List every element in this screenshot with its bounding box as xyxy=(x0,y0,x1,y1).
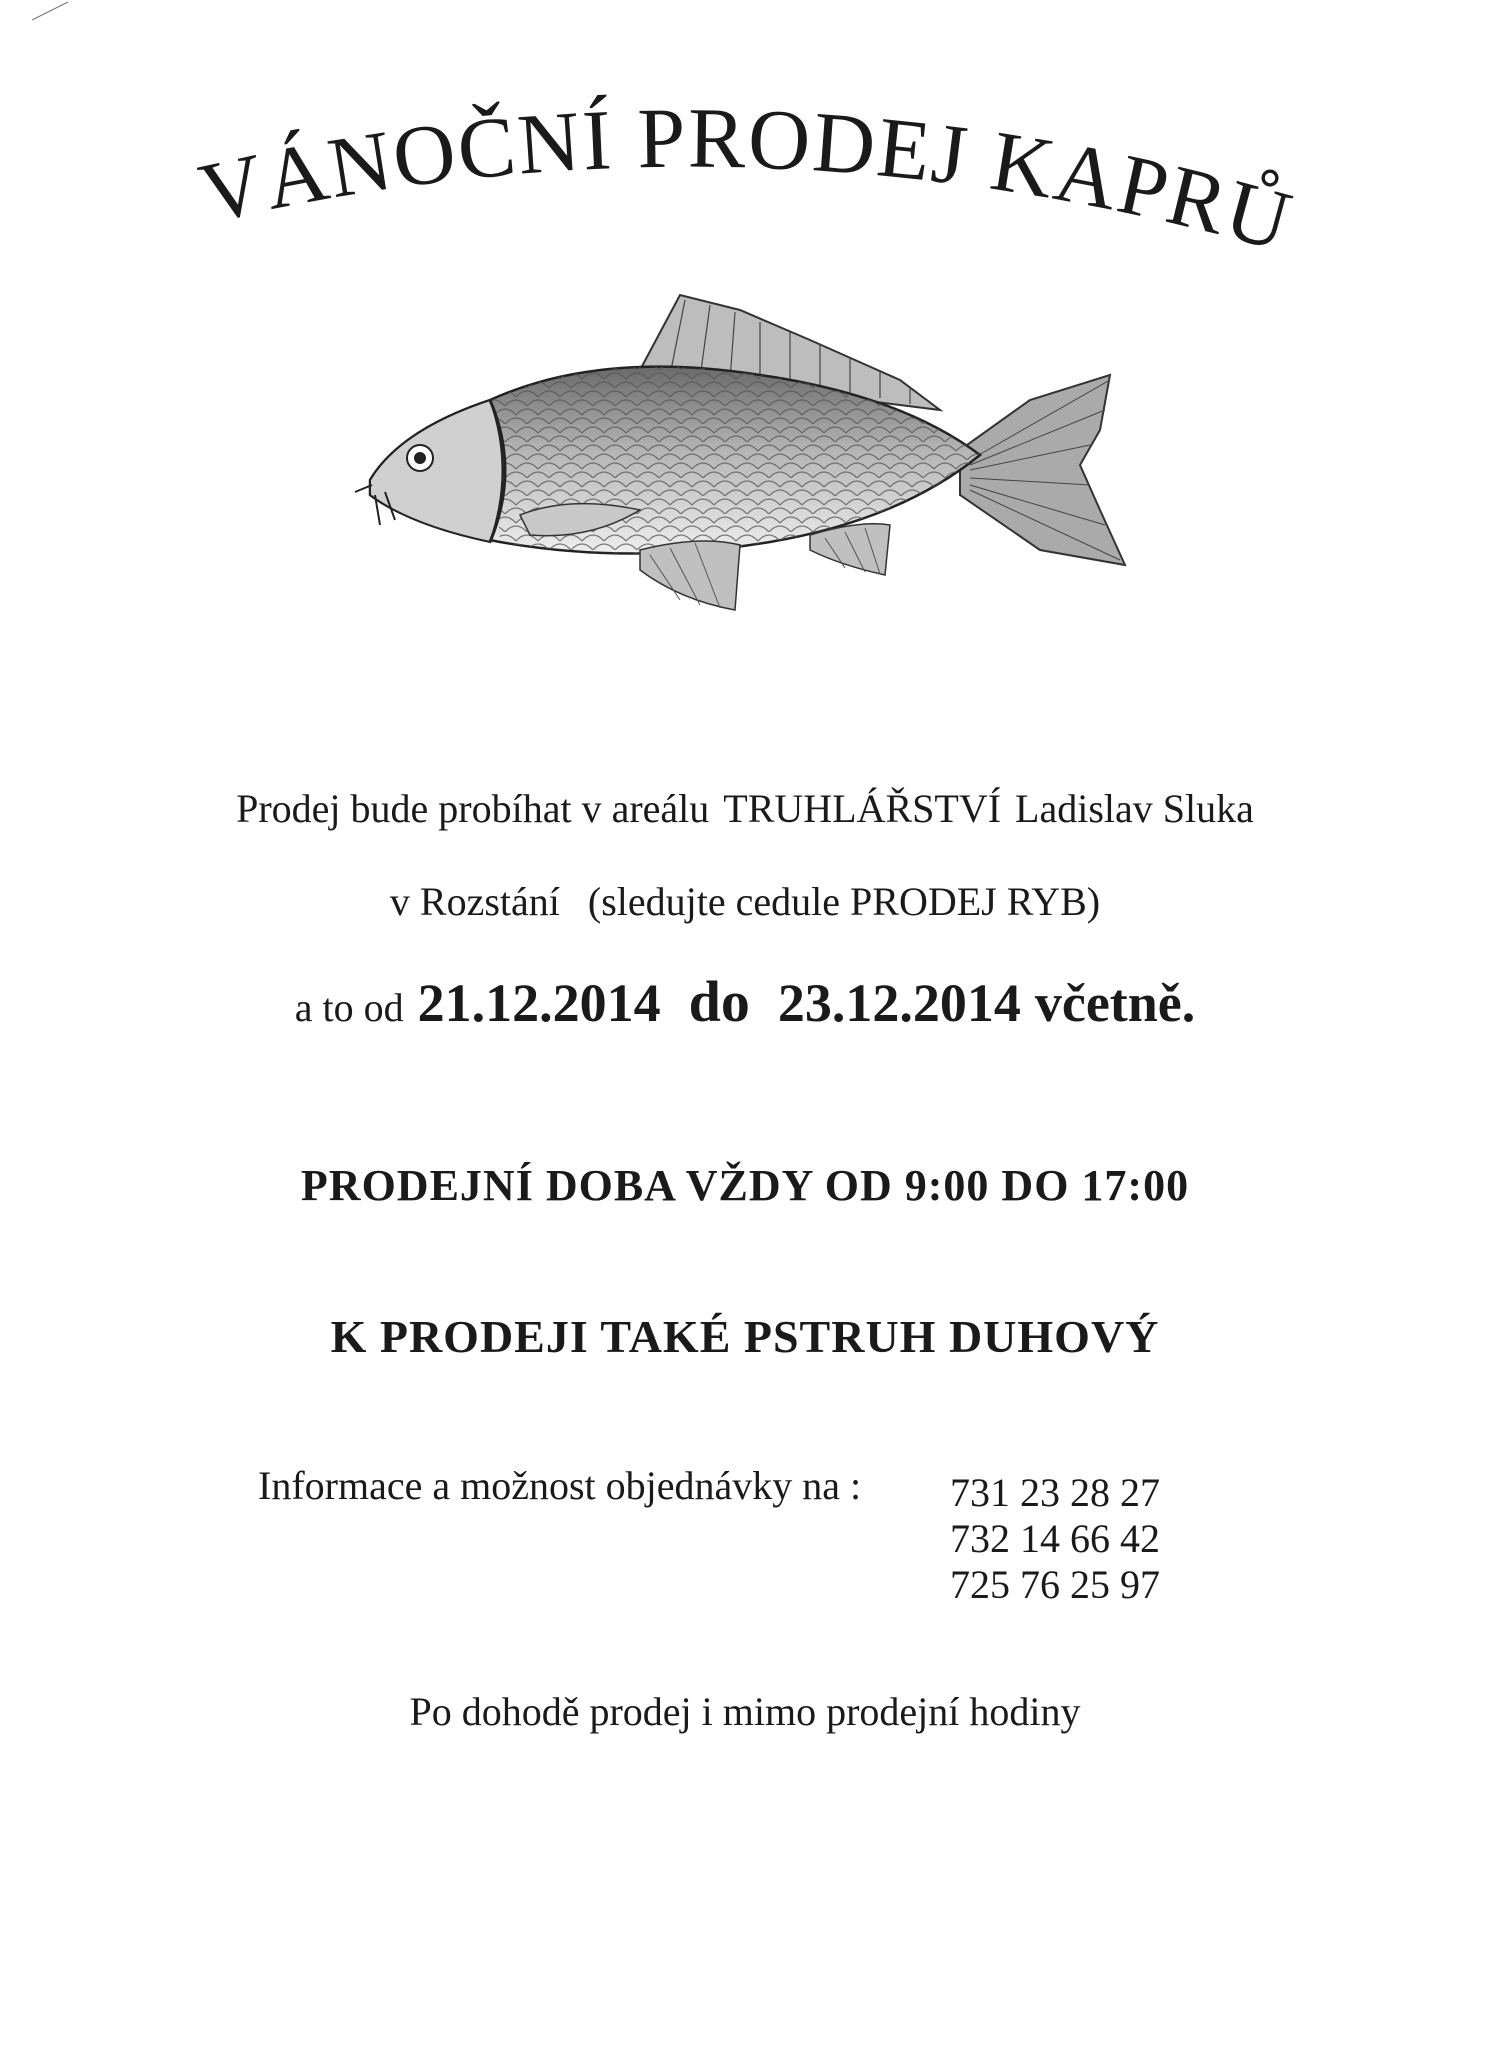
date-from: 21.12.2014 xyxy=(417,973,661,1033)
contact-label: Informace a možnost objednávky na : xyxy=(258,1463,862,1508)
date-to: 23.12.2014 xyxy=(777,973,1021,1033)
contact-phones xyxy=(950,1470,1160,1608)
corner-scan-mark xyxy=(30,0,70,22)
title-text: VÁNOČNÍ PRODEJ KAPRŮ xyxy=(191,89,1303,270)
location-note: (sledujte cedule PRODEJ RYB) xyxy=(587,879,1101,924)
location-line-2 xyxy=(0,878,1490,925)
location-place: v Rozstání xyxy=(389,879,560,924)
location-line-1 xyxy=(0,785,1490,832)
dates-to-word: do xyxy=(688,969,750,1034)
owner-name: Ladislav Sluka xyxy=(1015,786,1254,831)
footer-note: Po dohodě prodej i mimo prodejní hodiny xyxy=(409,1689,1081,1734)
phone-number: 731 23 28 27 xyxy=(950,1470,1160,1515)
carp-illustration-icon xyxy=(340,280,1130,670)
dates-suffix: včetně. xyxy=(1034,973,1196,1033)
svg-text:VÁNOČNÍ PRODEJ KAPRŮ xyxy=(192,90,1303,270)
location-prefix: Prodej bude probíhat v areálu xyxy=(236,786,710,831)
opening-hours: PRODEJNÍ DOBA VŽDY OD 9:00 DO 17:00 xyxy=(300,1161,1190,1210)
sale-dates xyxy=(0,968,1490,1035)
dates-prefix: a to od xyxy=(294,985,404,1030)
phone-number: 732 14 66 42 xyxy=(950,1516,1160,1561)
company-name: TRUHLÁŘSTVÍ xyxy=(723,786,1002,831)
also-for-sale: K PRODEJI TAKÉ PSTRUH DUHOVÝ xyxy=(330,1311,1160,1362)
phone-number: 725 76 25 97 xyxy=(950,1562,1160,1607)
